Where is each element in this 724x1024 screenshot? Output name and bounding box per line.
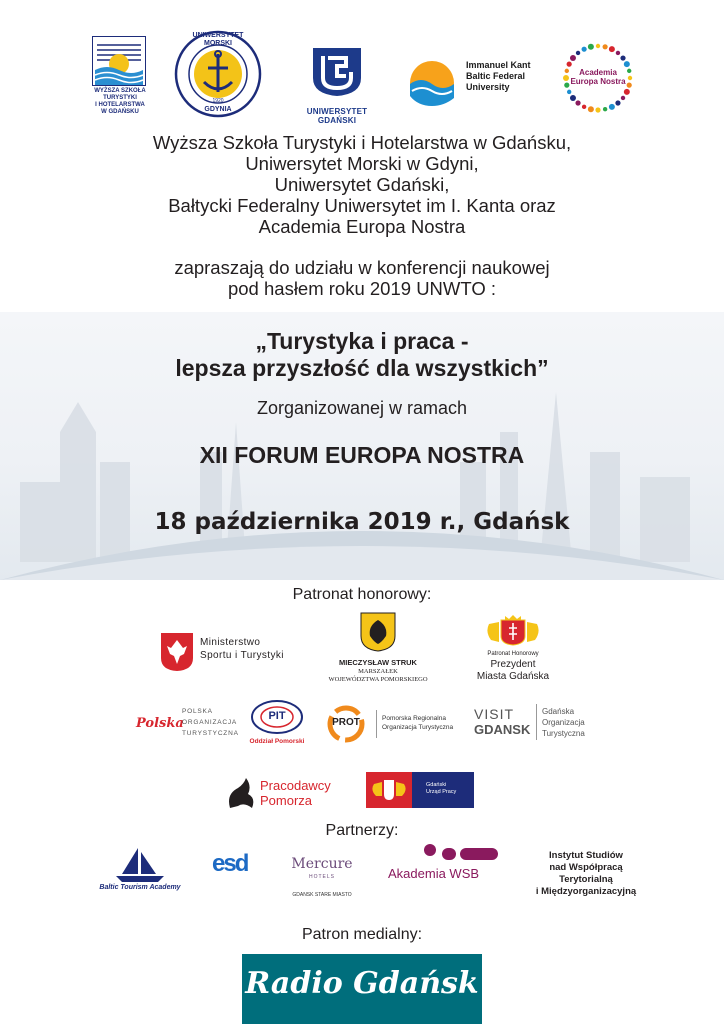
aen-dot [570,55,576,61]
aen-dot [582,105,586,109]
pot-mark: Polska [136,716,184,731]
um-ring-bottom: GDYNIA [204,106,232,113]
mercure-sub: GDANSK STARE MIASTO [292,892,352,898]
media-heading: Patron medialny: [301,926,423,943]
gup-logo [366,772,474,808]
mercure-hotels: HOTELS [308,874,335,880]
patronat-heading: Patronat honorowy: [292,586,432,603]
marshal-title: MARSZAŁEK WOJEWÓDZTWA POMORSKIEGO [328,668,428,683]
wsth-logo [92,36,148,116]
pracodawcy-pomorza-logo [224,774,340,814]
visit-gdansk-logo [474,700,592,746]
invitation-text [0,257,724,299]
president-text: Prezydent Miasta Gdańska [476,659,550,682]
um-gdynia-seal [174,30,262,118]
aen-dot [588,44,594,50]
pot-logo [136,704,240,744]
aen-dot [603,107,607,111]
pracodawcy-line-2: Pomorza [260,793,313,808]
esd-text: esd [212,850,248,877]
institute-text: Instytut Studiów nad Współpracą Terytorialną i Międzyorganizacyjną [535,850,637,897]
gup-text: Gdański Urząd Pracy [426,782,457,795]
akademia-wsb-logo [386,842,496,888]
intro-line: Uniwersytet Gdański, [274,174,450,195]
aen-dot [609,46,615,52]
aen-dot [565,69,569,73]
aen-dot [616,51,620,55]
prot-text: Pomorska Regionalna Organizacja Turystyczna [382,715,454,731]
mercure-name: Mercure [291,856,353,872]
esd-logo [212,846,252,886]
um-ring-top: UNIWERSYTET MORSKI [192,32,244,47]
event-date: 18 października 2019 r., Gdańsk [154,509,570,535]
aen-dot [620,55,625,60]
invite-line: pod hasłem roku 2019 UNWTO : [227,278,497,299]
gup-crest-bg [366,772,412,808]
president-small: Patronat Honorowy [487,651,539,657]
radio-gdansk-logo [242,954,482,1024]
pracodawcy-line-1: Pracodawcy [260,778,331,793]
visit-mark-1: VISIT [474,706,515,722]
aen-dot [570,95,576,101]
aen-dot [603,44,608,49]
pit-mark: PIT [268,710,286,722]
aen-dot [567,90,571,94]
aen-dot [627,83,632,88]
got-text: Gdańska Organizacja Turystyczna [542,707,585,738]
title-line: „Turystyka i praca - [255,328,469,354]
visit-mark-2: GDANSK [474,722,531,737]
president-logo [468,612,558,688]
aen-dot [567,62,572,67]
intro-line: Uniwersytet Morski w Gdyni, [245,153,479,174]
aen-dot [575,100,580,105]
ministry-text: Ministerstwo Sportu i Turystyki [200,637,284,661]
prot-logo [326,704,462,744]
aen-dot [624,89,630,95]
prot-divider [376,710,377,738]
title-line: lepsza przyszłość dla wszystkich” [175,355,549,381]
intro-line: Academia Europa Nostra [258,216,466,237]
baltic-tourism-academy-logo [88,846,192,896]
ikbfu-text: Immanuel Kant Baltic Federal University [466,60,531,92]
aen-dot [564,83,569,88]
invite-line: zapraszają do udziału w konferencji naukowej [174,257,550,278]
intro-line: Wyższa Szkoła Turystyki i Hotelarstwa w Gdańsku, [152,132,572,153]
prot-mark: PROT [332,717,360,728]
aen-dot [627,69,631,73]
ug-logo [290,46,384,125]
aen-text: Academia Europa Nostra [570,68,626,86]
academia-europa-nostra-logo [560,40,636,116]
aen-dot [628,76,632,80]
aen-dot [588,106,594,112]
aen-dot [596,44,600,48]
radio-gdansk-text: Radio Gdańsk [245,966,479,1001]
intro-institutions [0,132,724,237]
aen-dot [563,75,569,81]
aen-dot [576,51,580,55]
visit-divider [536,704,537,740]
intro-line: Bałtycki Federalny Uniwersytet im I. Kanta oraz [168,195,556,216]
marshal-name: MIECZYSŁAW STRUK [339,658,417,667]
ug-caption: UNIWERSYTET GDAŃSKI [306,107,368,125]
conference-title [0,328,724,382]
wsth-logo-text: WYŻSZA SZKOŁA TURYSTYKI I HOTELARSTWA W GDAŃSKU [94,88,146,115]
forum-name: XII FORUM EUROPA NOSTRA [199,442,525,468]
organized-within: Zorganizowanej w ramach [256,398,468,418]
ministry-logo [160,630,300,674]
wsb-text: Akademia WSB [388,866,480,881]
mercure-logo [284,850,360,900]
aen-dot [624,61,630,67]
aen-dot [621,96,625,100]
pit-caption: Oddział Pomorski [249,738,305,745]
um-year: 1920 [212,98,224,104]
bta-text: Baltic Tourism Academy [99,884,181,891]
aen-dot [595,107,600,112]
pit-logo [248,700,306,748]
pot-text: POLSKA ORGANIZACJA TURYSTYCZNA [182,708,239,737]
aen-dot [582,47,587,52]
marshal-logo [322,612,434,688]
ikbfu-logo [404,58,554,108]
partners-heading: Partnerzy: [325,822,399,839]
aen-dot [609,104,615,110]
aen-dot [615,100,620,105]
